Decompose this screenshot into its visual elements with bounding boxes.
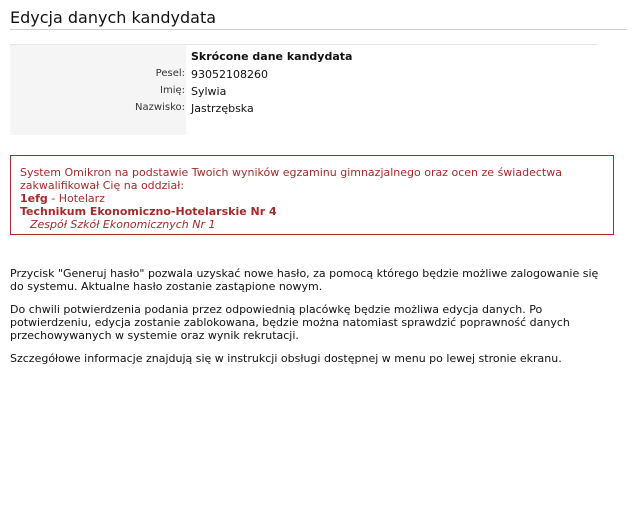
pesel-value: 93052108260 xyxy=(191,68,268,81)
school-complex-name: Zespół Szkół Ekonomicznych Nr 1 xyxy=(30,218,216,231)
info-section xyxy=(10,267,610,375)
candidate-summary-panel xyxy=(10,44,598,135)
last-name-value: Jastrzębska xyxy=(191,102,254,115)
info-paragraph-manual: Szczegółowe informacje znajdują się w instrukcji obsługi dostępnej w menu po lewej stronie ekranu. xyxy=(10,352,562,365)
class-code: 1efg xyxy=(20,192,48,205)
first-name-value: Sylwia xyxy=(191,85,227,98)
pesel-label: Pesel: xyxy=(155,68,185,79)
last-name-label: Nazwisko: xyxy=(135,102,185,113)
summary-row-pesel xyxy=(10,68,598,84)
info-paragraph-password: Przycisk "Generuj hasło" pozwala uzyskać nowe hasło, za pomocą którego będzie możliwe zalogowanie się do systemu. Aktualne hasło zostanie zastąpione nowym. xyxy=(10,267,599,293)
alert-message: System Omikron na podstawie Twoich wyników egzaminu gimnazjalnego oraz ocen ze świadectwa zakwalifikował Cię na oddział: xyxy=(20,166,562,192)
first-name-label: Imię: xyxy=(160,85,185,96)
page-title: Edycja danych kandydata xyxy=(10,8,217,27)
title-divider xyxy=(10,29,627,30)
qualification-alert xyxy=(10,155,614,235)
summary-heading: Skrócone dane kandydata xyxy=(191,50,353,63)
class-profile: - Hotelarz xyxy=(47,192,105,205)
school-name: Technikum Ekonomiczno-Hotelarskie Nr 4 xyxy=(20,205,277,218)
info-paragraph-editing: Do chwili potwierdzenia podania przez odpowiednią placówkę będzie możliwa edycja danych. Po potwierdzeniu, edycja zostanie zablokowana, będzie można natomiast sprawdzić poprawność danych przechowywanych w systemie oraz wynik rekrutacji. xyxy=(10,303,570,342)
assigned-class xyxy=(20,192,604,205)
summary-row-last-name xyxy=(10,102,598,118)
summary-row-first-name xyxy=(10,85,598,101)
